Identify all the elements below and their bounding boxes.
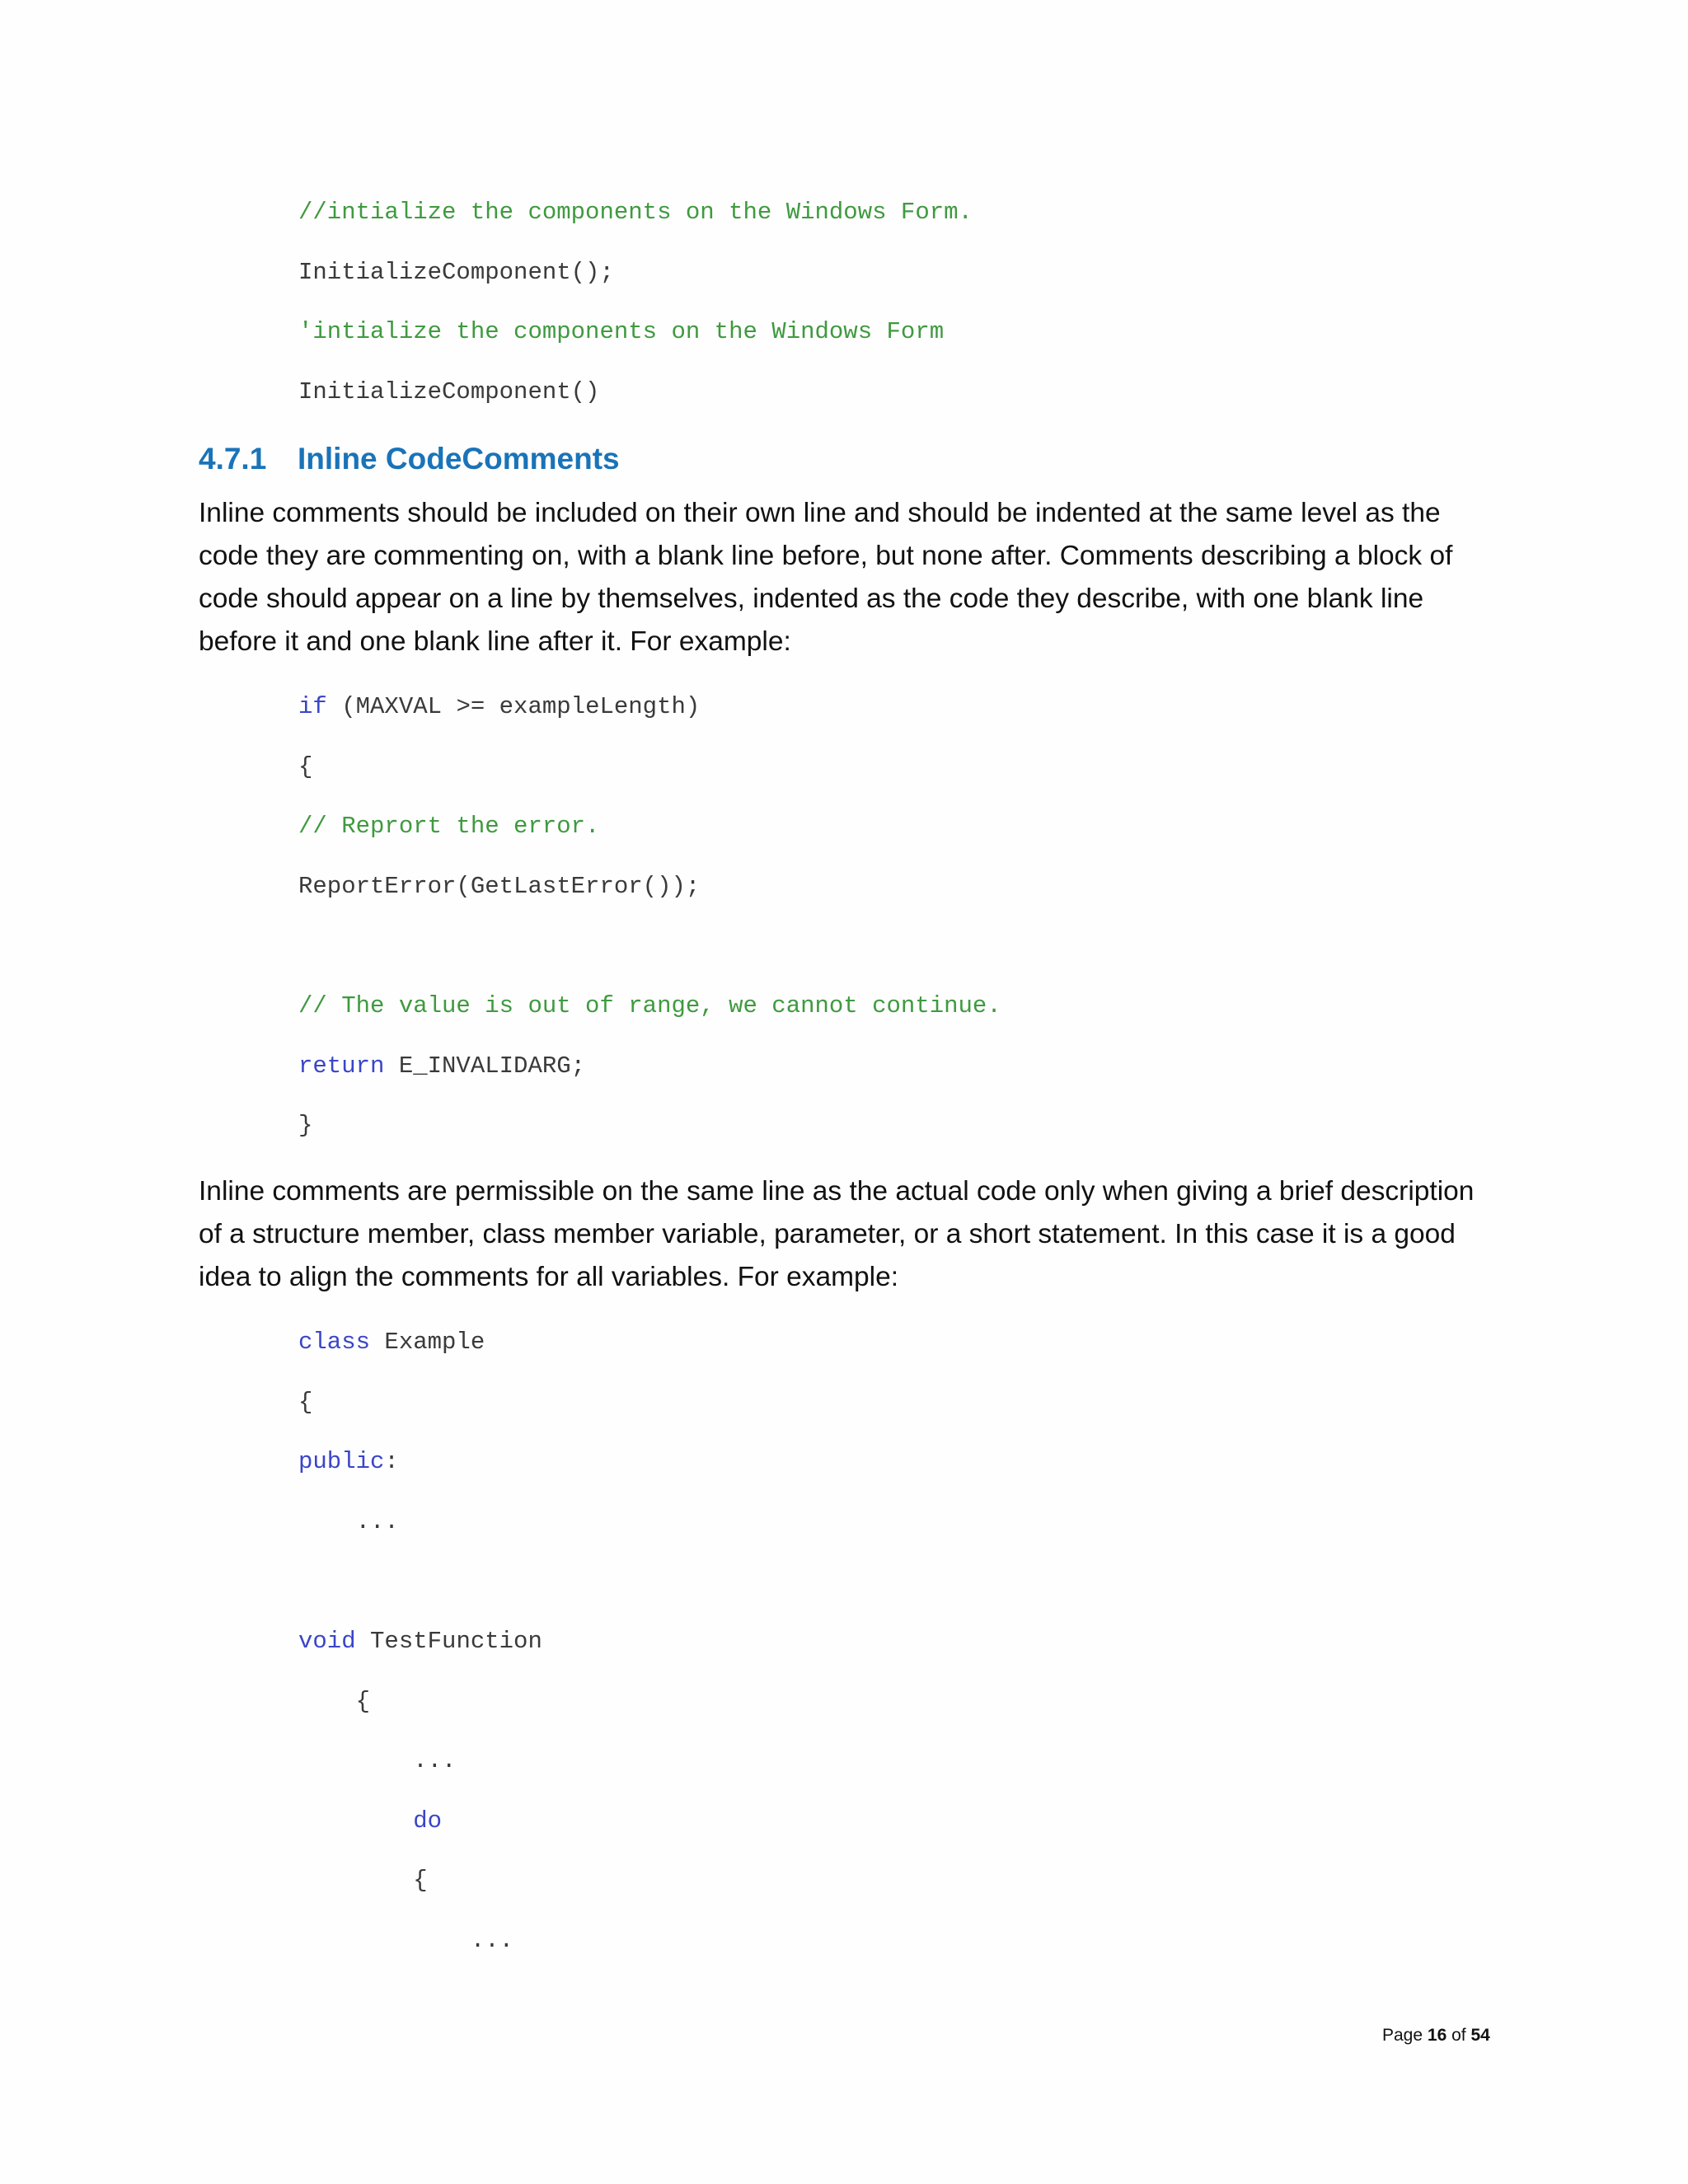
code-line [298, 1926, 513, 1956]
section-heading [199, 442, 620, 476]
code-line [298, 752, 312, 782]
code-line [298, 812, 599, 841]
code-line [298, 1627, 542, 1657]
code-line [298, 1447, 399, 1477]
code-keyword: void [298, 1628, 356, 1655]
code-line [298, 1866, 428, 1896]
code-text: { [298, 1867, 428, 1895]
code-keyword: class [298, 1329, 371, 1356]
code-text: { [298, 1388, 313, 1416]
code-text: { [298, 752, 313, 780]
page-number: 16 [1427, 2026, 1447, 2045]
code-line [298, 991, 1001, 1021]
code-line [298, 1746, 456, 1776]
page-footer [1382, 2026, 1490, 2046]
code-line [298, 1507, 399, 1537]
paragraph-same-line-comments: Inline comments are permissible on the same line as the actual code only when giving a brief description of a structure member, class member variable, parameter, or a short statement. In this case it is a good idea to align the comments for all variables. For example: [199, 1176, 1475, 1292]
page-total: 54 [1470, 2026, 1490, 2045]
page-label: Page [1382, 2026, 1423, 2045]
code-line [298, 1807, 442, 1836]
code-line [298, 1328, 485, 1357]
code-comment: 'intialize the components on the Windows Form [298, 318, 945, 346]
section-number: 4.7.1 [199, 442, 267, 476]
code-comment: // Reprort the error. [298, 813, 600, 841]
code-text: ... [298, 1927, 514, 1954]
code-comment: // The value is out of range, we cannot continue. [298, 992, 1001, 1019]
code-comment: //intialize the components on the Windows Form. [298, 199, 973, 226]
code-line [298, 377, 599, 407]
code-line [298, 317, 944, 347]
code-text: (MAXVAL >= exampleLength) [326, 693, 701, 720]
of-label: of [1451, 2026, 1466, 2045]
code-line [298, 1052, 585, 1081]
code-line [298, 692, 700, 722]
section-title: Inline CodeComments [298, 442, 620, 476]
code-line [298, 258, 614, 288]
code-line [298, 1388, 312, 1418]
code-text: InitializeComponent() [298, 377, 600, 405]
code-keyword: do [413, 1807, 443, 1835]
code-text [298, 1807, 413, 1835]
code-text: TestFunction [355, 1628, 542, 1655]
code-text: ... [298, 1747, 457, 1775]
code-text: Example [370, 1329, 485, 1356]
code-keyword: if [298, 693, 327, 720]
code-text: { [298, 1687, 371, 1715]
code-text: E_INVALIDARG; [384, 1052, 586, 1080]
code-line [298, 872, 700, 902]
code-text: ReportError(GetLastError()); [298, 872, 701, 900]
code-text: } [298, 1112, 313, 1140]
code-keyword: public [298, 1448, 385, 1476]
code-text: : [384, 1448, 399, 1476]
code-line [298, 1111, 312, 1141]
code-text: ... [298, 1507, 399, 1535]
code-line [298, 198, 973, 227]
code-text: InitializeComponent(); [298, 258, 614, 286]
code-keyword: return [298, 1052, 385, 1080]
code-line [298, 1687, 370, 1717]
paragraph-inline-comments-intro: Inline comments should be included on their own line and should be indented at the same level as the code they are commenting on, with a blank line before, but none after. Comments describing a block of code should appear on a line by themselves, indented as the code they describe, with one blank line before it and one blank line after it. For example: [199, 498, 1453, 657]
